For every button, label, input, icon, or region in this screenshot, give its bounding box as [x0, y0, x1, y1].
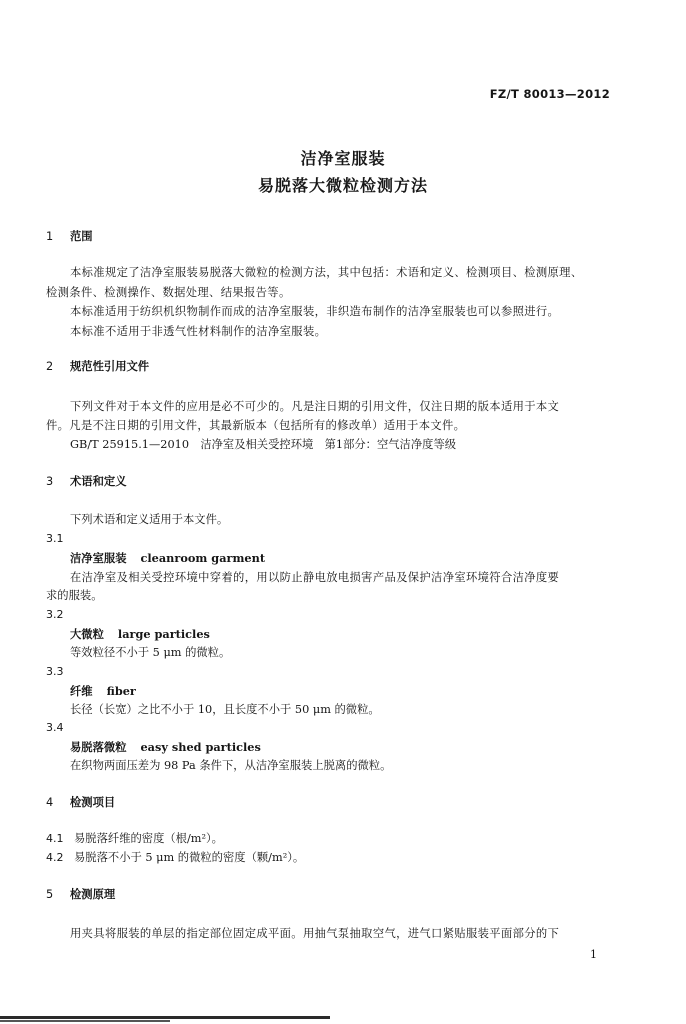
- term-number: 3.1: [46, 532, 64, 545]
- section-3-heading: [46, 474, 127, 490]
- section-number: 3: [46, 475, 54, 488]
- term-english: cleanroom garment: [140, 551, 266, 565]
- section-title: 范围: [70, 230, 93, 243]
- section-title: 检测原理: [70, 888, 116, 901]
- standard-code: FZ/T 80013—2012: [489, 87, 610, 101]
- term-definition: 在洁净室及相关受控环境中穿着的，用以防止静电放电损害产品及保护洁净室环境符合洁净度要: [70, 571, 560, 584]
- section-number: 2: [46, 360, 54, 373]
- section-2-heading: [46, 359, 149, 375]
- term-english: large particles: [117, 627, 210, 641]
- paragraph-line: 本标准不适用于非透气性材料制作的洁净室服装。: [70, 325, 327, 338]
- paragraph-line: 下列术语和定义适用于本文件。: [70, 513, 229, 526]
- paragraph-line: 检测条件、检测操作、数据处理、结果报告等。: [46, 286, 291, 299]
- item-text: 易脱落纤维的密度（根/m²）。: [74, 832, 223, 845]
- term-english: fiber: [106, 684, 136, 698]
- section-title: 规范性引用文件: [70, 360, 150, 373]
- section-number: 1: [46, 230, 54, 243]
- term-entry: [70, 739, 261, 756]
- paragraph-line: 本标准规定了洁净室服装易脱落大微粒的检测方法，其中包括：术语和定义、检测项目、检测原理、: [70, 266, 583, 279]
- item-number: 4.2: [46, 851, 64, 864]
- item-number: 4.1: [46, 832, 64, 845]
- title-line-1: 洁净室服装: [300, 149, 386, 168]
- term-number: 3.2: [46, 608, 64, 621]
- term-entry: [70, 683, 136, 700]
- item-text: 易脱落不小于 5 μm 的微粒的密度（颗/m²）。: [74, 851, 305, 864]
- list-item: [46, 850, 304, 866]
- term-chinese: 大微粒: [70, 628, 104, 641]
- section-4-heading: [46, 795, 115, 811]
- scan-edge-line: [0, 1020, 170, 1022]
- list-item: [46, 831, 223, 847]
- paragraph-line: 件。凡是不注日期的引用文件，其最新版本（包括所有的修改单）适用于本文件。: [46, 419, 466, 432]
- section-title: 术语和定义: [70, 475, 127, 488]
- section-1-heading: [46, 229, 93, 245]
- term-definition: 求的服装。: [46, 589, 103, 602]
- scan-edge-line: [0, 1016, 330, 1019]
- term-definition: 长径（长宽）之比不小于 10，且长度不小于 50 μm 的微粒。: [70, 703, 380, 716]
- term-definition: 在织物两面压差为 98 Pa 条件下，从洁净室服装上脱离的微粒。: [70, 759, 392, 772]
- term-chinese: 洁净室服装: [70, 552, 127, 565]
- paragraph-line: 本标准适用于纺织机织物制作而成的洁净室服装，非织造布制作的洁净室服装也可以参照进行。: [70, 305, 560, 318]
- term-english: easy shed particles: [140, 740, 261, 754]
- page-number: 1: [590, 948, 597, 961]
- term-chinese: 纤维: [70, 685, 93, 698]
- term-number: 3.3: [46, 665, 64, 678]
- section-number: 5: [46, 888, 54, 901]
- term-chinese: 易脱落微粒: [70, 741, 127, 754]
- paragraph-line: 下列文件对于本文件的应用是必不可少的。凡是注日期的引用文件，仅注日期的版本适用于本文: [70, 400, 560, 413]
- title-line-2: 易脱落大微粒检测方法: [257, 176, 428, 195]
- term-definition: 等效粒径不小于 5 μm 的微粒。: [70, 646, 231, 659]
- section-number: 4: [46, 796, 54, 809]
- term-entry: [70, 626, 210, 643]
- section-title: 检测项目: [70, 796, 116, 809]
- normative-reference: GB/T 25915.1—2010 洁净室及相关受控环境 第1部分：空气洁净度等级: [70, 438, 457, 451]
- section-5-heading: [46, 887, 115, 903]
- paragraph-line: 用夹具将服装的单层的指定部位固定成平面。用抽气泵抽取空气，进气口紧贴服装平面部分的下: [70, 927, 560, 940]
- term-number: 3.4: [46, 721, 64, 734]
- term-entry: [70, 550, 265, 567]
